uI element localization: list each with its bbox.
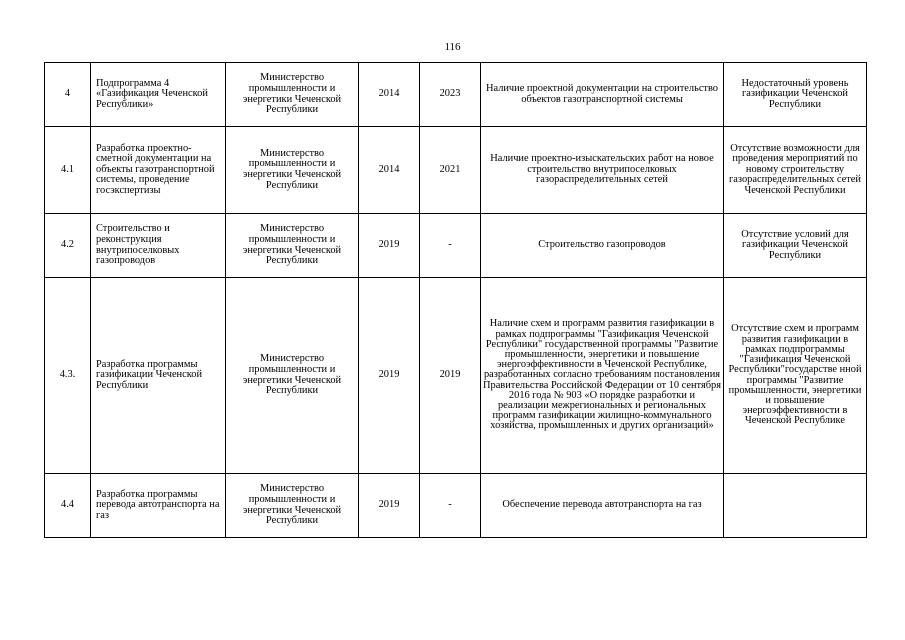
end-year: - [420,474,481,538]
responsible-executor: Министерство промышленности и энергетики Чеченской Республики [226,127,359,214]
start-year: 2019 [359,474,420,538]
measure-name: Подпрограмма 4 «Газификация Чеченской Республики» [91,63,226,127]
non-implementation-consequence: Недостаточный уровень газификации Чеченской Республики [724,63,867,127]
row-number: 4 [45,63,91,127]
responsible-executor: Министерство промышленности и энергетики Чеченской Республики [226,278,359,474]
non-implementation-consequence [724,474,867,538]
start-year: 2019 [359,278,420,474]
end-year: 2019 [420,278,481,474]
start-year: 2019 [359,214,420,278]
measure-name: Разработка программы газификации Чеченской Республики [91,278,226,474]
row-number: 4.3. [45,278,91,474]
responsible-executor: Министерство промышленности и энергетики Чеченской Республики [226,474,359,538]
subprogram-table [44,62,867,538]
table-row [45,214,867,278]
expected-result: Наличие схем и программ развития газификации в рамках подпрограммы "Газификация Чеченской Республики" государственной программы "Развитие промышленности, энергетики и повышение энергоэффективности в Чеченской Республике, разработанных согласно требованиям постановления Правительства Российской Федерации от 10 сентября 2016 года № 903 «О порядке разработки и реализации межрегиональных и региональных программ газификации жилищно-коммунального хозяйства, промышленных и других организаций» [481,278,724,474]
measure-name: Разработка проектно-сметной документации на объекты газотранспортной системы, проведение госэкспертизы [91,127,226,214]
end-year: 2021 [420,127,481,214]
non-implementation-consequence: Отсутствие возможности для проведения мероприятий по новому строительству газораспределительных сетей Чеченской Республики [724,127,867,214]
end-year: 2023 [420,63,481,127]
table-row [45,63,867,127]
non-implementation-consequence: Отсутствие условий для газификации Чеченской Республики [724,214,867,278]
row-number: 4.4 [45,474,91,538]
row-number: 4.1 [45,127,91,214]
table-row [45,278,867,474]
measure-name: Разработка программы перевода автотранспорта на газ [91,474,226,538]
table-row [45,127,867,214]
expected-result: Обеспечение перевода автотранспорта на газ [481,474,724,538]
responsible-executor: Министерство промышленности и энергетики Чеченской Республики [226,63,359,127]
responsible-executor: Министерство промышленности и энергетики Чеченской Республики [226,214,359,278]
start-year: 2014 [359,127,420,214]
end-year: - [420,214,481,278]
expected-result: Строительство газопроводов [481,214,724,278]
page-number: 116 [444,41,461,53]
expected-result: Наличие проектной документации на строительство объектов газотранспортной системы [481,63,724,127]
table-row [45,474,867,538]
expected-result: Наличие проектно-изыскательских работ на новое строительство внутрипоселковых газораспределительных сетей [481,127,724,214]
non-implementation-consequence: Отсутствие схем и программ развития газификации в рамках подпрограммы "Газификация Чеченской Республики"государстве нной программы "Развитие промышленности, энергетики и повышение энергоэффективности в Чеченской Республике [724,278,867,474]
measure-name: Строительство и реконструкция внутрипоселковых газопроводов [91,214,226,278]
row-number: 4.2 [45,214,91,278]
start-year: 2014 [359,63,420,127]
